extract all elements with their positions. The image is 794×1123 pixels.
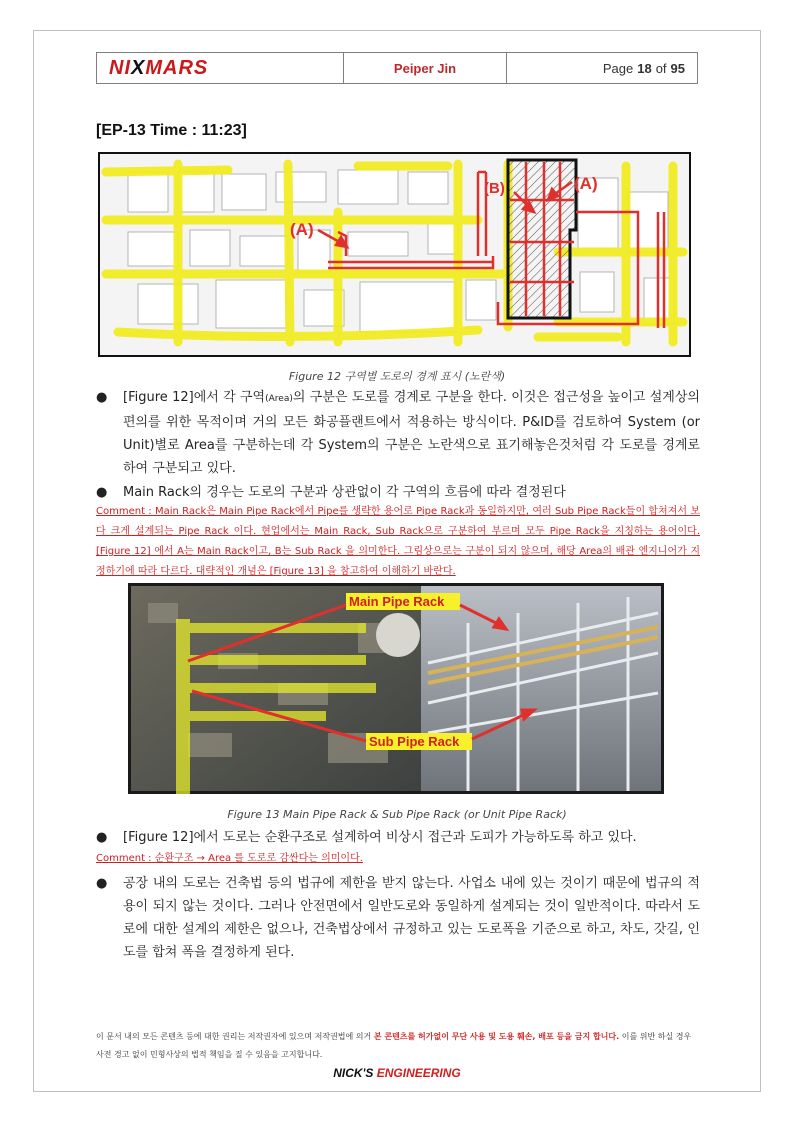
bullet-3: ● (96, 830, 108, 845)
closeup-view (421, 586, 661, 791)
comment-2: Comment : 순환구조 → Area 를 도로로 감싼다는 의미이다. (96, 853, 363, 864)
page-current: 18 (637, 60, 652, 76)
p1-sub: (Area) (265, 394, 293, 404)
notice-post: 이를 위반 하실 경우 사전 경고 없이 민형사상의 법적 책임을 질 수 있음을 고지합니다. (96, 1032, 692, 1059)
figure-12-caption: Figure 12 구역별 도로의 경계 표시 (노란색) (288, 370, 506, 383)
area-b-hatched-block (508, 160, 576, 318)
paragraph-3-text: [Figure 12]에서 도로는 순환구조로 설계하여 비상시 접근과 도피가 가능하도록 하고 있다. (123, 830, 637, 845)
paragraph-2-text: Main Rack의 경우는 도로의 구분과 상관없이 각 구역의 흐름에 따라 결정된다 (123, 485, 566, 500)
page-prefix: Page (602, 60, 634, 76)
brand-part-2: ENGINEERING (376, 1066, 461, 1080)
comment-1: Comment : Main Rack은 Main Pipe Rack에서 Pipe를 생략한 용어로 Pipe Rack과 동일하지만, 여러 Sub Pipe Rack들이 합쳐져서 보다 크게 설계되는 Pipe Rack 이다. 현업에서는 Main Rack, Sub Rack으로 구분하여 부르며 모두 Pipe Rack을 지칭하는 용어이다. [Figure 12] 에서 A는 Main Rack이고, B는 Sub Rack 을 의미한다. 그림상으로는 구분이 되지 않으며, 해당 Area의 배관 엔지니어가 지정하기에 따라 다르다. 대략적인 개념은 [Figure 13] 을 참고하여 이해하기 바란다. (96, 506, 700, 577)
label-b: (B) (484, 180, 505, 197)
paragraph-1-text (123, 386, 700, 480)
p1-pre: [Figure 12]에서 각 구역 (123, 390, 266, 405)
paragraph-1 (96, 386, 700, 480)
bullet-1: ● (96, 390, 108, 405)
figure-13-pipe-rack-photo (128, 583, 664, 794)
label-a-right: (A) (574, 174, 598, 193)
logo-part-3: MARS (145, 56, 209, 79)
p1-post: 의 구분은 도로를 경계로 구분을 한다. 이것은 접근성을 높이고 설계상의 편의를 위한 목적이며 거의 모든 화공플랜트에서 적용하는 방식이다. P&ID를 검토하여 System (or Unit)별로 Area를 구분하는데 각 System의 구분은 노란색으로 표기해놓은것처럼 각 도로를 경계로 하여 구분되고 있다. (123, 390, 700, 476)
logo-text (109, 57, 208, 80)
sub-rack-label: Sub Pipe Rack (369, 734, 460, 749)
notice-highlight: 본 콘텐츠를 허가없이 무단 사용 및 도용 훼손, 배포 등을 금지 합니다. (373, 1032, 620, 1041)
logo-part-2: X (131, 56, 146, 79)
bullet-4: ● (96, 876, 108, 891)
figure-12-site-plan (98, 152, 691, 357)
figure-13-caption: Figure 13 Main Pipe Rack & Sub Pipe Rack (or Unit Pipe Rack) (227, 808, 567, 821)
page-of: of (655, 60, 667, 76)
bullet-2: ● (96, 485, 108, 500)
paragraph-2 (96, 481, 700, 504)
copyright-notice (96, 1028, 700, 1064)
notice-pre: 이 문서 내의 모든 콘텐츠 등에 대한 권리는 저작권자에 있으며 저작권법에 의거 (96, 1032, 374, 1041)
brand-logo (97, 53, 344, 83)
page-total: 95 (670, 60, 685, 76)
storage-tank (376, 613, 420, 657)
label-a-left: (A) (290, 220, 314, 239)
paragraph-4-text: 공장 내의 도로는 건축법 등의 법규에 제한을 받지 않는다. 사업소 내에 있는 것이기 때문에 법규의 적용이 되지 않는 것이다. 그러나 안전면에서 일반도로와 동일하게 설계되는 것이 일반적이다. 따라서 도로에 대한 설계의 제한은 없으나, 건축법상에서 규정하고 있는 도로폭을 기준으로 하고, 차도, 갓길, 인도를 합쳐 폭을 결정하게 된다. (123, 876, 700, 960)
author-cell (344, 53, 507, 83)
logo-part-1: NI (109, 56, 131, 79)
brand-part-1: NICK'S (333, 1066, 377, 1080)
paragraph-4 (96, 872, 700, 964)
footer-brand (0, 1066, 794, 1080)
paragraph-3 (96, 826, 700, 849)
section-title: [EP-13 Time : 11:23] (96, 122, 247, 139)
page-number (507, 53, 697, 83)
main-rack-label: Main Pipe Rack (349, 594, 445, 609)
author-name: Peiper Jin (393, 60, 457, 76)
page-header (96, 52, 698, 84)
